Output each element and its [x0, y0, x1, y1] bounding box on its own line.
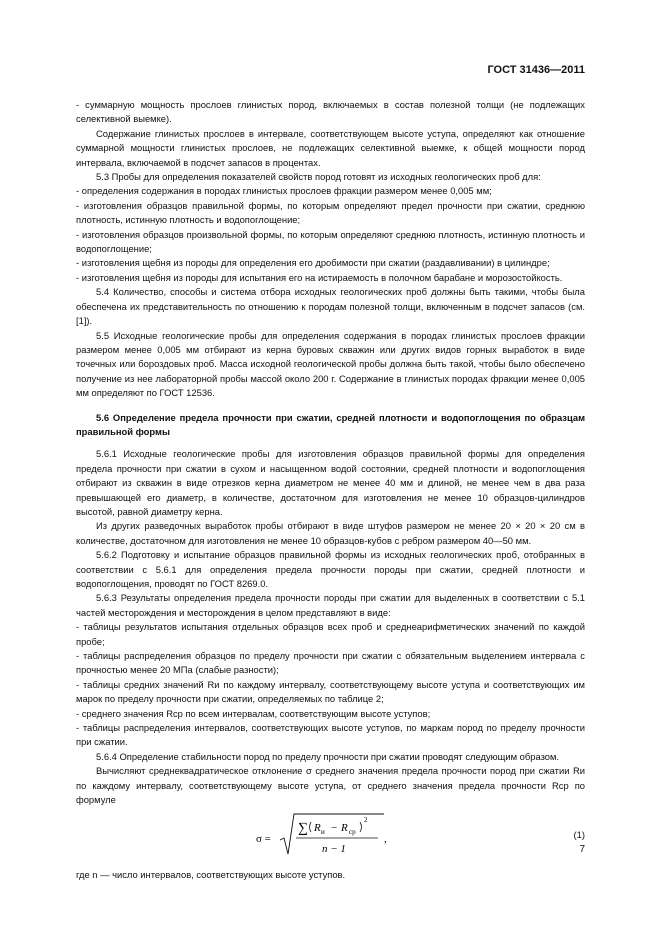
paragraph: 5.4 Количество, способы и система отбора исходных геологических проб должны быть такими, чтобы была обеспечена их представительность по отношению к породам полезной толщи, включенным в подсчет запасов (см. [1]). [76, 286, 585, 327]
r-i-symbol: R [314, 821, 321, 834]
paragraph: - изготовления образцов правильной формы, по которым определяют предел прочности при сжатии, среднюю плотность, истинную плотность и водопоглощение; [76, 199, 585, 226]
r-cp-subscript: ср [349, 827, 356, 836]
paragraph-group-2 [76, 447, 585, 807]
r-i-subscript: и [321, 827, 325, 836]
paragraph: 5.6.3 Результаты определения предела прочности породы при сжатии для выделенных в соответствии с 5.1 частей месторождения и месторождения в целом представляют в виде: [76, 592, 585, 618]
minus-sign: − [331, 821, 338, 834]
formula-graphic [256, 810, 476, 864]
power-exponent: 2 [364, 815, 368, 824]
formula-explanation: где n — число интервалов, соответствующих высоте уступов. [76, 868, 346, 880]
document-body [76, 98, 585, 882]
formula-comma: , [384, 832, 387, 845]
equation-number: (1) [573, 828, 585, 840]
paragraph-group-1 [76, 98, 585, 401]
paragraph: 5.5 Исходные геологические пробы для определения содержания в породах глинистых прослоев фракции размером менее 0,005 мм отбирают из керна буровых скважин или других видов горных выработок в виде точечных или бороздовых проб. Масса исходной геологической пробы должна быть такой, чтобы было обеспечено получение из нее лабораторной пробы массой около 200 г. Содержание в глинистых породах фракции менее 0,005 мм определяют по ГОСТ 12536. [76, 329, 585, 399]
denominator: n − 1 [322, 842, 346, 855]
paragraph: - изготовления щебня из породы для определения его дробимости при сжатии (раздавливании) в цилиндре; [76, 257, 550, 269]
paragraph: 5.6.4 Определение стабильности пород по пределу прочности при сжатии проводят следующим образом. [96, 750, 560, 762]
paragraph: Вычисляют среднеквадратическое отклонение σ среднего значения предела прочности пород при сжатии Rи по каждому интервалу, соответствующему высоте уступа, от среднего значения предела прочности Rср по формуле [76, 765, 585, 806]
r-cp-symbol: R [341, 821, 348, 834]
paragraph: 5.6.2 Подготовку и испытание образцов правильной формы из исходных геологических проб, отобранных в соответствии с 5.6.1 для определения предела прочности породы при сжатии, средней плотности и водопоглощения, проводят по ГОСТ 8269.0. [76, 549, 585, 589]
paragraph: Из других разведочных выработок пробы отбирают в виде штуфов размером не менее 20 × 20 × 20 см в количестве, достаточном для изготовления не менее 10 образцов-кубов с ребром размером 40—50 мм. [76, 520, 585, 546]
paragraph: 5.6.1 Исходные геологические пробы для изготовления образцов правильной формы для определения предела прочности при сжатии в сухом и насыщенном водой состоянии, средней плотности и водопоглощения отбирают из скважин в виде отрезков керна диаметром не менее 40 мм и длиной, не менее чем в два раза превышающей его диаметр, в количестве, достаточном для изготовления не менее 10 образцов-цилиндров высотой, равной диаметру керна. [76, 448, 585, 517]
paragraph: - суммарную мощность прослоев глинистых пород, включаемых в состав полезной толщи (не подлежащих селективной выемке). [76, 99, 585, 125]
formula-lhs: σ = [256, 832, 271, 845]
document-header: ГОСТ 31436—2011 [487, 64, 585, 76]
paragraph: - изготовления образцов произвольной формы, по которым определяют среднюю плотность, истинную плотность и водопоглощение; [76, 228, 585, 255]
paragraph: - определения содержания в породах глинистых прослоев фракции размером менее 0,005 мм; [76, 185, 492, 197]
paragraph: - таблицы результатов испытания отдельных образцов всех проб и среднеарифметических значений по каждой пробе; [76, 621, 585, 647]
paragraph: - таблицы средних значений Rи по каждому интервалу, соответствующему высоте уступа и соответствующих им марок по пределу прочности при сжатии, определяемых по таблице 2; [76, 678, 585, 705]
paragraph: Содержание глинистых прослоев в интервале, соответствующем высоте уступа, определяют как отношение суммарной мощности глинистых прослоев, не подлежащих селективной выемке, к общей мощности пород интервала, включаемой в подсчет запасов в процентах. [76, 127, 585, 168]
paragraph: - среднего значения Rср по всем интервалам, соответствующим высоте уступов; [76, 707, 431, 719]
paragraph: - таблицы распределения интервалов, соответствующих высоте уступов, по маркам пород по пределу прочности при сжатии. [76, 722, 585, 748]
paragraph: 5.3 Пробы для определения показателей свойств пород готовят из исходных геологических проб для: [96, 171, 541, 183]
section-heading: 5.6 Определение предела прочности при сжатии, средней плотности и водопоглощения по образцам правильной формы [76, 411, 585, 437]
page-number: 7 [579, 844, 585, 855]
sum-symbol: ∑ [298, 820, 308, 836]
paragraph: - изготовления щебня из породы для испытания его на истираемость в полочном барабане и морозостойкость. [76, 271, 563, 283]
paragraph: - таблицы распределения образцов по пределу прочности при сжатии с обязательным выделением интервала с прочностью менее 20 МПа (слабые разности); [76, 650, 585, 676]
formula-1 [76, 810, 585, 864]
